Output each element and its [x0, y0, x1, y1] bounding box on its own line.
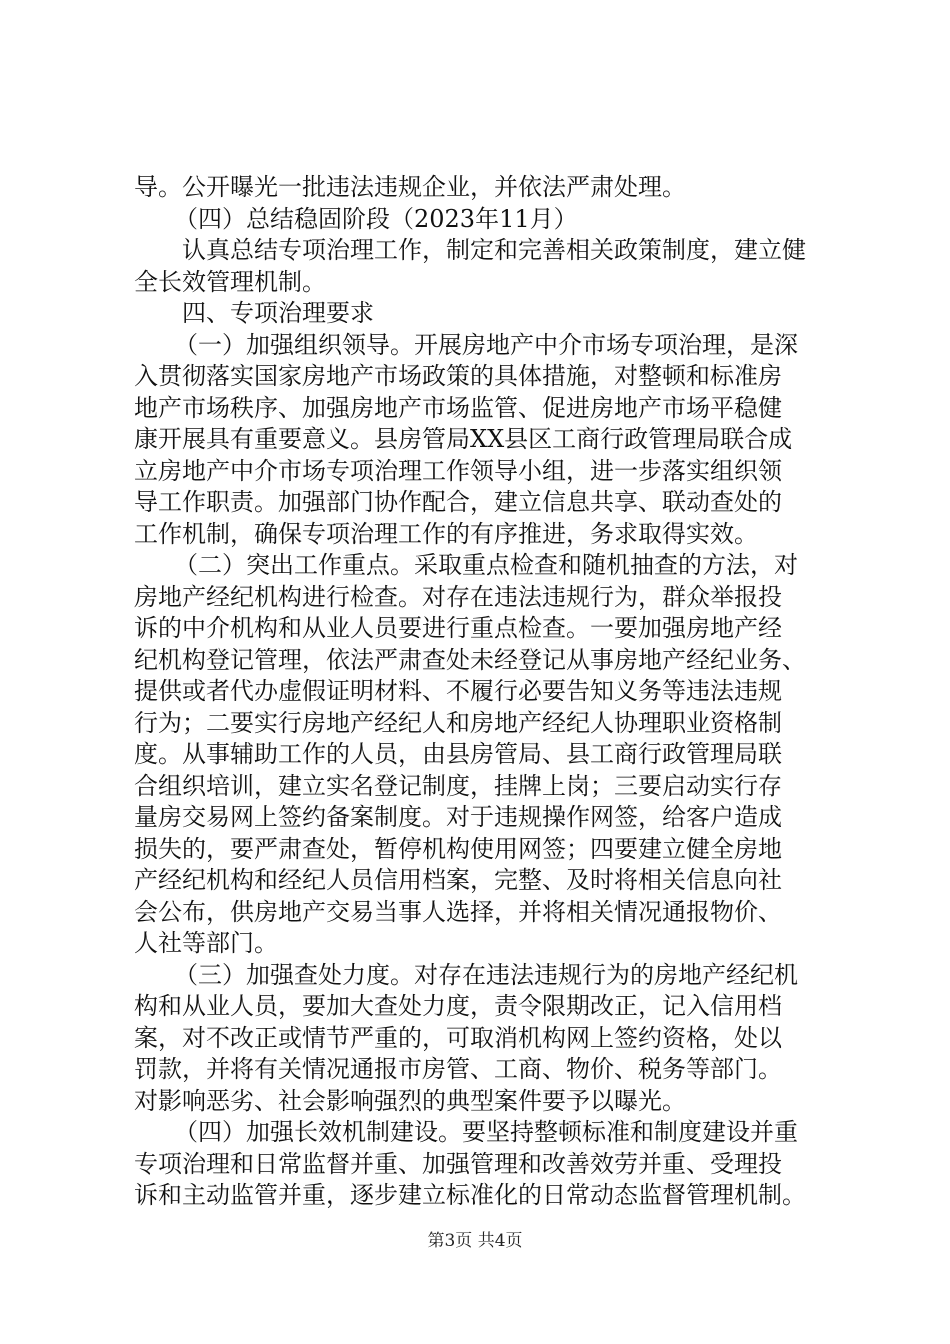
- text-line: 入贯彻落实国家房地产市场政策的具体措施，对整顿和标准房: [134, 362, 782, 390]
- page-footer: [0, 1226, 950, 1251]
- text-line: 地产市场秩序、加强房地产市场监管、促进房地产市场平稳健: [134, 393, 782, 422]
- text-line: 康开展具有重要意义。县房管局XX县区工商行政管理局联合成: [134, 425, 793, 453]
- text-line: 房地产经纪机构进行检查。对存在违法违规行为，群众举报投: [134, 582, 782, 611]
- text-line: 案，对不改正或情节严重的，可取消机构网上签约资格，处以: [134, 1023, 782, 1052]
- text-line: （四）加强长效机制建设。要坚持整顿标准和制度建设并重: [174, 1118, 798, 1146]
- text-line: （三）加强查处力度。对存在违法违规行为的房地产经纪机: [174, 960, 798, 989]
- text-line: 全长效管理机制。: [134, 267, 326, 296]
- text-line: 人社等部门。: [134, 929, 278, 957]
- section-heading: 四、专项治理要求: [182, 299, 374, 327]
- text-line: 诉的中介机构和从业人员要进行重点检查。一要加强房地产经: [134, 614, 782, 642]
- text-line: 提供或者代办虚假证明材料、不履行必要告知义务等违法违规: [134, 677, 782, 705]
- text-line: 产经纪机构和经纪人员信用档案，完整、及时将相关信息向社: [134, 866, 782, 894]
- text-line: 罚款，并将有关情况通报市房管、工商、物价、税务等部门。: [134, 1055, 782, 1083]
- text-line: 诉和主动监管并重，逐步建立标准化的日常动态监督管理机制。: [134, 1181, 806, 1209]
- text-line: 度。从事辅助工作的人员，由县房管局、县工商行政管理局联: [134, 740, 782, 768]
- text-line: 专项治理和日常监督并重、加强管理和改善效劳并重、受理投: [134, 1149, 782, 1178]
- page-number: 第3页 共4页: [427, 1231, 523, 1251]
- text-line: 会公布，供房地产交易当事人选择，并将相关情况通报物价、: [134, 897, 782, 926]
- text-line: 对影响恶劣、社会影响强烈的典型案件要予以曝光。: [134, 1086, 686, 1115]
- text-line: 构和从业人员，要加大查处力度，责令限期改正，记入信用档: [134, 992, 782, 1020]
- text-line: 认真总结专项治理工作，制定和完善相关政策制度，建立健: [182, 236, 806, 264]
- document-body: [134, 172, 834, 1212]
- text-line: （一）加强组织领导。开展房地产中介市场专项治理，是深: [174, 330, 798, 359]
- text-line: 行为；二要实行房地产经纪人和房地产经纪人协理职业资格制: [134, 708, 782, 737]
- section-heading: （四）总结稳固阶段（2023年11月）: [174, 204, 578, 233]
- text-line: 立房地产中介市场专项治理工作领导小组，进一步落实组织领: [134, 456, 782, 485]
- text-line: 导工作职责。加强部门协作配合，建立信息共享、联动查处的: [134, 488, 782, 516]
- text-line: （二）突出工作重点。采取重点检查和随机抽查的方法，对: [174, 551, 798, 579]
- text-line: 工作机制，确保专项治理工作的有序推进，务求取得实效。: [134, 519, 758, 548]
- text-line: 量房交易网上签约备案制度。对于违规操作网签，给客户造成: [134, 803, 782, 831]
- text-line: 损失的，要严肃查处，暂停机构使用网签；四要建立健全房地: [134, 834, 782, 863]
- text-line: 纪机构登记管理，依法严肃查处未经登记从事房地产经纪业务、: [134, 645, 806, 674]
- text-line: 导。公开曝光一批违法违规企业，并依法严肃处理。: [134, 173, 686, 201]
- text-line: 合组织培训，建立实名登记制度，挂牌上岗；三要启动实行存: [134, 771, 782, 800]
